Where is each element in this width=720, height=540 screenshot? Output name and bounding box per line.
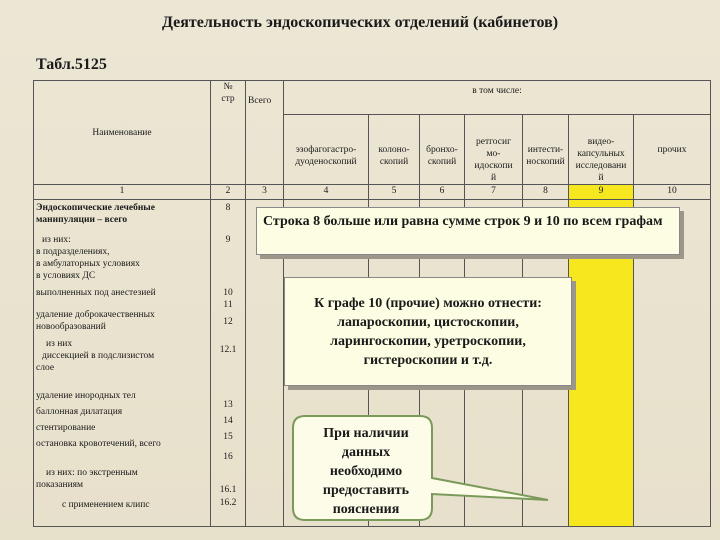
header-col-other: прочих [634, 115, 711, 185]
col-number: 5 [369, 185, 420, 200]
row-12-name: из них диссекцией в подслизистом слое [36, 339, 155, 373]
header-col-videocapsule: видео- капсульных исследовани й [569, 115, 634, 185]
row-number: 12 [223, 317, 233, 327]
header-col-rectosigmoidoscopy: ретгосиг мо- идоскопи й [465, 115, 523, 185]
row-number: 12.1 [219, 345, 237, 355]
row-13-name: баллонная дилатация [36, 407, 123, 417]
row-number: 10 [223, 288, 233, 298]
col-number: 9 [569, 185, 634, 200]
row-14-name: стентирование [36, 423, 96, 433]
col-number: 6 [420, 185, 465, 200]
header-col-intestinoscopy: интести- носкопий [523, 115, 569, 185]
header-col-bronchoscopy: бронхо- скопий [420, 115, 465, 185]
header-col-egds: эзофагогастро- дуоденоскопий [284, 115, 369, 185]
row-number: 13 [223, 400, 233, 410]
header-including: в том числе: [284, 81, 711, 115]
col-number: 7 [465, 185, 523, 200]
page-title: Деятельность эндоскопических отделений (кабинетов) [161, 14, 559, 31]
row-number: 16.2 [219, 498, 237, 508]
callout-col10-note: К графе 10 (прочие) можно отнести: лапароскопии, цистоскопии, ларингоскопии, уретроскопии, гистероскопии и т.д. [284, 277, 572, 386]
row-number: 11 [223, 300, 233, 310]
row-number: 9 [225, 235, 231, 245]
col-number: 10 [634, 185, 711, 200]
col-number: 4 [284, 185, 369, 200]
header-row-number: № стр [211, 81, 246, 185]
row-number: 16 [223, 452, 233, 462]
column-numbers-row [34, 185, 711, 200]
row-number: 15 [223, 432, 233, 442]
col-number: 3 [246, 185, 284, 200]
row-16-1-name: с применением клипс [62, 500, 150, 510]
row-number: 8 [225, 203, 231, 213]
header-col-colonoscopy: колоно- скопий [369, 115, 420, 185]
row-15-name: остановка кровотечений, всего [36, 439, 161, 449]
header-name: Наименование [34, 81, 211, 185]
row-10-name: выполненных под анестезией [36, 288, 156, 298]
col-number: 8 [523, 185, 569, 200]
row-number: 14 [223, 416, 233, 426]
row-8-name: Эндоскопические лечебные манипуляции – всего [36, 203, 155, 225]
row-12-1-name: удаление инородных тел [36, 391, 136, 401]
header-total: Всего [246, 81, 284, 185]
row-names [34, 200, 211, 527]
speech-bubble-text: При наличии данных необходимо предоставить пояснения [322, 426, 410, 517]
row-16-name: из них: по экстренным показаниям [36, 468, 138, 490]
row-numbers [211, 200, 246, 527]
table-label: Табл.5125 [36, 56, 107, 73]
row-number: 16.1 [219, 485, 237, 495]
row-9-name: из них: в подразделениях, в амбулаторных условиях в условиях ДС [36, 235, 140, 281]
row-11-name: удаление доброкачественных новообразований [36, 310, 155, 332]
col-number: 1 [34, 185, 211, 200]
speech-bubble [289, 414, 434, 522]
col-number: 2 [211, 185, 246, 200]
callout-row8-rule: Строка 8 больше или равна сумме строк 9 и 10 по всем графам [256, 207, 680, 255]
